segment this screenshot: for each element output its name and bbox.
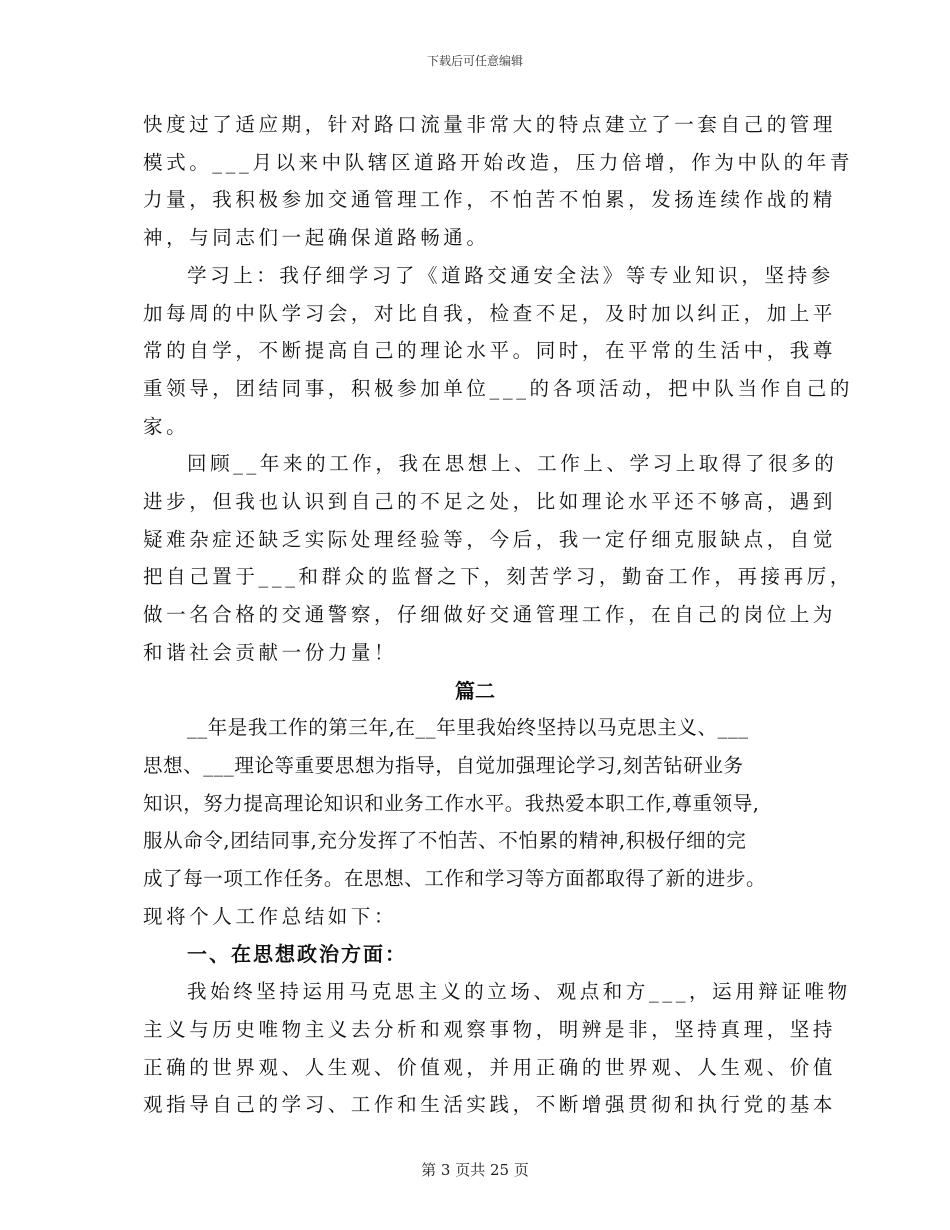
- paragraph-line: 力量，我积极参加交通管理工作，不怕苦不怕累，发扬连续作战的精: [143, 188, 837, 212]
- paragraph-line: 家。: [143, 414, 190, 438]
- paragraph-line: 和谐社会贡献一份力量！: [143, 640, 398, 664]
- paragraph-line: 成了每一项工作任务。在思想、工作和学习等方面都取得了新的进步。: [143, 867, 767, 891]
- paragraph-line: 快度过了适应期，针对路口流量非常大的特点建立了一套自己的管理: [143, 113, 837, 136]
- paragraph-line: 服从命令,团结同事,充分发挥了不怕苦、不怕累的精神,积极仔细的完: [143, 829, 747, 853]
- paragraph-line: 做一名合格的交通警察，仔细做好交通管理工作，在自己的岗位上为: [143, 603, 837, 627]
- paragraph-line: 把自己置于___和群众的监督之下，刻苦学习，勤奋工作，再接再厉，: [143, 565, 853, 589]
- paragraph-line: 正确的世界观、人生观、价值观，并用正确的世界观、人生观、价值: [143, 1055, 837, 1079]
- paragraph-line: 回顾__年来的工作，我在思想上、工作上、学习上取得了很多的: [187, 452, 838, 476]
- paragraph-line: 加每周的中队学习会，对比自我，检查不足，及时加以纠正，加上平: [143, 301, 837, 325]
- section-title: 篇二: [455, 678, 495, 703]
- page-header: 下载后可任意编辑: [426, 54, 523, 68]
- page-footer: 第 3 页共 25 页: [421, 1161, 529, 1179]
- paragraph-line: 疑难杂症还缺乏实际处理经验等，今后，我一定仔细克服缺点，自觉: [143, 527, 837, 551]
- paragraph-line: 常的自学，不断提高自己的理论水平。同时，在平常的生活中，我尊: [143, 339, 837, 363]
- paragraph-line: 现将个人工作总结如下：: [143, 904, 398, 928]
- paragraph-line: 学习上：我仔细学习了《道路交通安全法》等专业知识，坚持参: [187, 263, 834, 287]
- paragraph-line: 观指导自己的学习、工作和生活实践，不断增强贯彻和执行党的基本: [143, 1093, 837, 1117]
- paragraph-line: __年是我工作的第三年,在__年里我始终坚持以马克思主义、___: [187, 716, 749, 740]
- paragraph-line: 进步，但我也认识到自己的不足之处，比如理论水平还不够高，遇到: [143, 490, 837, 514]
- paragraph-line: 思想、___理论等重要思想为指导，自觉加强理论学习,刻苦钻研业务: [143, 753, 744, 777]
- subheading: 一、在思想政治方面：: [187, 942, 407, 967]
- paragraph-line: 我始终坚持运用马克思主义的立场、观点和方___，运用辩证唯物: [187, 980, 851, 1004]
- paragraph-line: 主义与历史唯物主义去分析和观察事物，明辨是非，坚持真理，坚持: [143, 1017, 837, 1041]
- paragraph-line: 知识，努力提高理论知识和业务工作水平。我热爱本职工作,尊重领导,: [143, 791, 760, 815]
- paragraph-line: 重领导，团结同事，积极参加单位___的各项活动，把中队当作自己的: [143, 376, 853, 400]
- paragraph-line: 模式。___月以来中队辖区道路开始改造，压力倍增，作为中队的年青: [143, 150, 853, 174]
- paragraph-line: 神，与同志们一起确保道路畅通。: [143, 226, 490, 250]
